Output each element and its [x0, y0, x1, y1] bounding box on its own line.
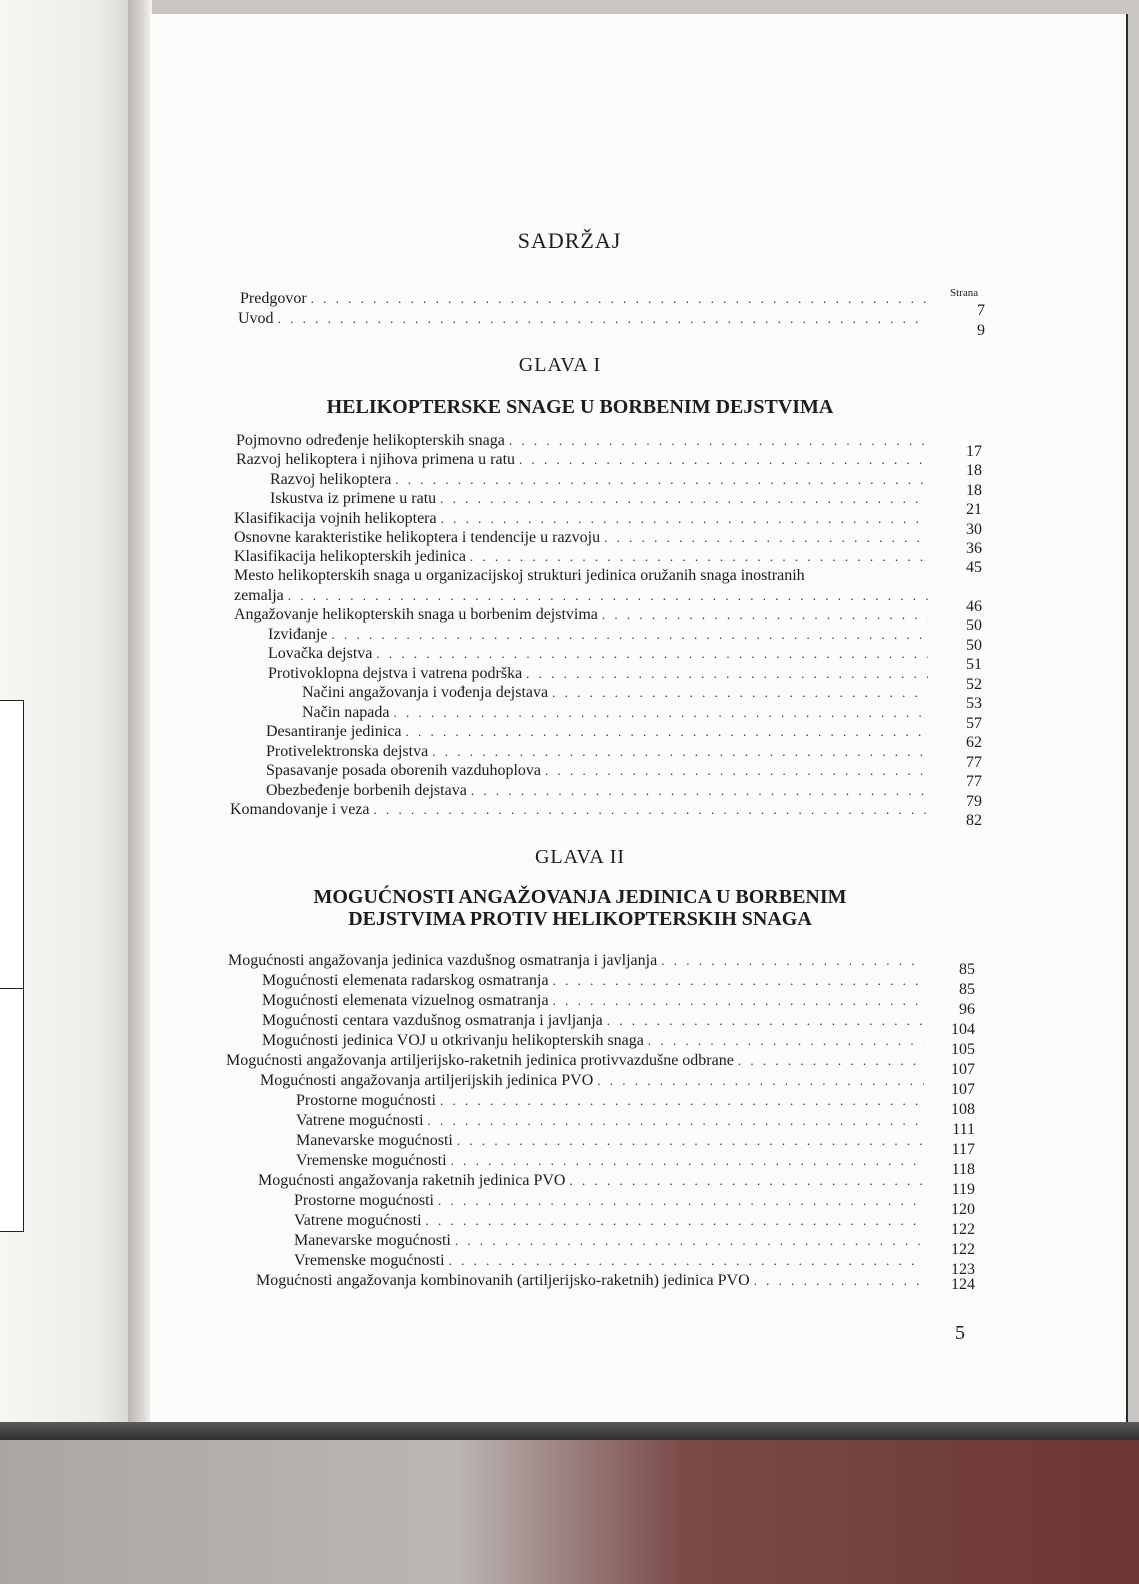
toc-entry[interactable]: Obezbeđenje borbenih dejstava . . .: [266, 782, 928, 802]
toc-entry[interactable]: Spasavanje posada oborenih vazduhoplova . . .: [266, 762, 928, 782]
toc-entry[interactable]: Pojmovno određenje helikopterskih snaga . . .: [236, 432, 928, 452]
toc-entry[interactable]: Mogućnosti angažovanja raketnih jedinica PVO . . .: [258, 1172, 924, 1192]
toc-page-number: 117: [951, 1141, 975, 1158]
toc-page-number: 36: [966, 540, 982, 557]
toc-entry[interactable]: Predgovor . . .: [240, 290, 928, 310]
toc-entry[interactable]: Mogućnosti angažovanja jedinica vazdušnog osmatranja i javljanja . . .: [228, 952, 924, 972]
toc-entry[interactable]: Vremenske mogućnosti . . .: [296, 1152, 924, 1172]
toc-entry[interactable]: Klasifikacija helikopterskih jedinica . . .: [234, 548, 928, 568]
toc-entry[interactable]: Prostorne mogućnosti . . .: [296, 1092, 924, 1112]
toc-page-number: 120: [951, 1201, 975, 1218]
toc-page-number: 85: [959, 961, 975, 978]
toc-page-number: 119: [951, 1181, 975, 1198]
toc-page-number: 9: [977, 322, 985, 339]
toc-page-number: 46: [966, 598, 982, 615]
toc-page-number: 17: [966, 443, 982, 460]
toc-page-number: 45: [966, 559, 982, 576]
toc-page-number: 62: [966, 734, 982, 751]
toc-entry[interactable]: Manevarske mogućnosti . . .: [296, 1132, 924, 1152]
toc-entry[interactable]: Osnovne karakteristike helikoptera i tendencije u razvoju . . .: [234, 529, 928, 549]
toc-page-number: 124: [951, 1276, 975, 1293]
toc-entry[interactable]: Angažovanje helikopterskih snaga u borbenim dejstvima . . .: [234, 606, 928, 626]
toc-entry[interactable]: Vatrene mogućnosti . . .: [294, 1212, 924, 1232]
toc-page-number: 18: [966, 482, 982, 499]
toc-entry[interactable]: Protivoklopna dejstva i vatrena podrška . . .: [268, 665, 928, 685]
toc-entry[interactable]: Mogućnosti angažovanja artiljerijsko-raketnih jedinica protivvazdušne odbrane . . .: [226, 1052, 924, 1072]
toc-page-number: 21: [966, 501, 982, 518]
toc-entry[interactable]: Uvod . . .: [238, 310, 928, 330]
toc-page-number: 122: [951, 1241, 975, 1258]
toc-entry[interactable]: Manevarske mogućnosti . . .: [294, 1232, 924, 1252]
toc-page-number: 50: [966, 617, 982, 634]
toc-page-number: 30: [966, 521, 982, 538]
toc-entry[interactable]: zemalja . . .: [234, 587, 928, 607]
toc-entry[interactable]: Iskustva iz primene u ratu . . .: [270, 490, 928, 510]
toc-page-number: 96: [959, 1001, 975, 1018]
toc-entry[interactable]: Prostorne mogućnosti . . .: [294, 1192, 924, 1212]
toc-page-number: 104: [951, 1021, 975, 1038]
toc-page-number: 7: [977, 302, 985, 319]
toc-entry[interactable]: Razvoj helikoptera . . .: [270, 471, 928, 491]
toc-page-number: 52: [966, 676, 982, 693]
toc-entry[interactable]: Mogućnosti centara vazdušnog osmatranja i javljanja . . .: [262, 1012, 924, 1032]
toc-entry[interactable]: Desantiranje jedinica . . .: [266, 723, 928, 743]
toc-title: SADRŽAJ: [517, 228, 622, 253]
page-column-label: Strana: [950, 287, 979, 299]
toc-entry[interactable]: Protivelektronska dejstva . . .: [266, 743, 928, 763]
toc-entry[interactable]: Način napada . . .: [302, 704, 928, 724]
toc-entry[interactable]: Klasifikacija vojnih helikoptera . . .: [234, 510, 928, 530]
toc-page-number: 118: [951, 1161, 975, 1178]
chapter-label: GLAVA I: [518, 354, 602, 376]
toc-page-number: 111: [952, 1121, 975, 1138]
toc-entry[interactable]: Vremenske mogućnosti . . .: [294, 1252, 924, 1272]
toc-page-number: 57: [966, 715, 982, 732]
toc-page-number: 77: [966, 754, 982, 771]
chapter-heading-line2: DEJSTVIMA PROTIV HELIKOPTERSKIH SNAGA: [348, 908, 812, 930]
toc-entry[interactable]: Razvoj helikoptera i njihova primena u ratu . . .: [236, 451, 928, 471]
toc-entry[interactable]: Izviđanje . . .: [268, 626, 928, 646]
toc-page-number: 108: [951, 1101, 975, 1118]
chapter-heading-line1: MOGUĆNOSTI ANGAŽOVANJA JEDINICA U BORBENIM: [313, 886, 847, 908]
toc-entry[interactable]: Mogućnosti angažovanja artiljerijskih jedinica PVO . . .: [260, 1072, 924, 1092]
toc-page-number: 53: [966, 695, 982, 712]
page-number: 5: [955, 1322, 965, 1344]
toc-page-number: 85: [959, 981, 975, 998]
toc-page-number: 77: [966, 773, 982, 790]
toc-page-number: 105: [951, 1041, 975, 1058]
toc-page-number: 123: [951, 1261, 975, 1278]
toc-page-number: 18: [966, 462, 982, 479]
chapter-label: GLAVA II: [534, 846, 626, 868]
chapter-heading: HELIKOPTERSKE SNAGE U BORBENIM DEJSTVIMA: [326, 396, 834, 418]
toc-page-number: 107: [951, 1061, 975, 1078]
toc-entry[interactable]: Mogućnosti angažovanja kombinovanih (artiljerijsko-raketnih) jedinica PVO . . .: [256, 1272, 924, 1292]
toc-page-number: 122: [951, 1221, 975, 1238]
toc-entry[interactable]: Komandovanje i veza . . .: [230, 801, 928, 821]
toc-page-number: 107: [951, 1081, 975, 1098]
toc-entry[interactable]: Mogućnosti elemenata vizuelnog osmatranja . . .: [262, 992, 924, 1012]
toc-page-number: 50: [966, 637, 982, 654]
toc-page-number: 79: [966, 793, 982, 810]
toc-page-number: 82: [966, 812, 982, 829]
toc-entry[interactable]: Mogućnosti elemenata radarskog osmatranja . . .: [262, 972, 924, 992]
toc-entry[interactable]: Vatrene mogućnosti . . .: [296, 1112, 924, 1132]
toc-entry[interactable]: Mogućnosti jedinica VOJ u otkrivanju helikopterskih snaga . . .: [262, 1032, 924, 1052]
toc-entry[interactable]: Načini angažovanja i vođenja dejstava . . .: [302, 684, 928, 704]
toc-entry[interactable]: Lovačka dejstva . . .: [268, 645, 928, 665]
toc-page-number: 51: [966, 656, 982, 673]
toc-entry-line[interactable]: Mesto helikopterskih snaga u organizacijskoj strukturi jedinica oružanih snaga inostranih: [234, 567, 805, 584]
